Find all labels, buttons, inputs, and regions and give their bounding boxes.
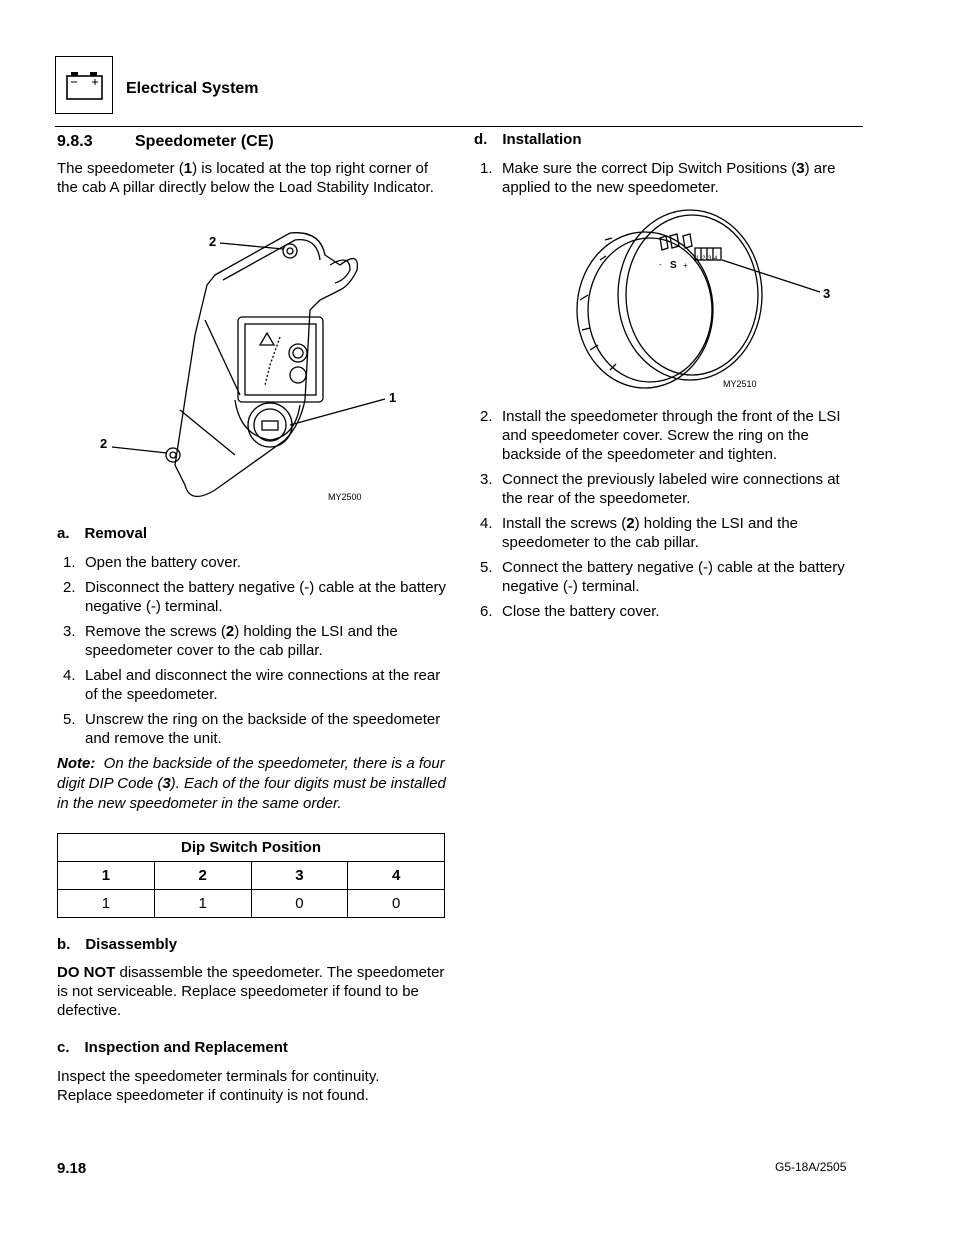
removal-steps: [57, 553, 449, 754]
battery-icon: [55, 56, 113, 114]
list-item: 3. Connect the previously labeled wire connections at the rear of the speedometer.: [480, 471, 840, 507]
callout-1: 1: [389, 390, 397, 405]
dip-switch-table: [57, 833, 445, 918]
table-header-row: 1 2 3 4: [58, 862, 445, 890]
figure-code: MY2510: [723, 379, 757, 389]
switch-label-4: 4: [714, 256, 718, 262]
note-paragraph: Note: On the backside of the speedometer, there is a four digit DIP Code (3). Each of the four digits must be installed in the new speedometer in the same order.: [57, 755, 446, 812]
callout-3: 3: [823, 286, 831, 301]
removal-heading: a. Removal: [57, 525, 148, 542]
table-row: 1 1 0 0: [58, 890, 445, 918]
intro-paragraph: The speedometer (1) is located at the top right corner of the cab A pillar directly below the Load Stability Indicator.: [57, 160, 434, 196]
page-number: 9.18: [57, 1160, 87, 1177]
list-item: 2. Disconnect the battery negative (-) cable at the battery negative (-) terminal.: [63, 579, 447, 615]
list-item: 1. Open the battery cover.: [63, 554, 241, 571]
inspection-heading: c. Inspection and Replacement: [57, 1039, 288, 1056]
callout-2-top: 2: [209, 234, 217, 249]
list-item: 2. Install the speedometer through the front of the LSI and speedometer cover. Screw the ring on the backside of the speedometer and tighten.: [480, 408, 841, 463]
list-item: 4. Label and disconnect the wire connections at the rear of the speedometer.: [63, 667, 441, 703]
installation-heading: d. Installation: [474, 131, 582, 148]
list-item: 4. Install the screws (2) holding the LSI and the speedometer to the cab pillar.: [480, 515, 799, 551]
installation-steps-a: [474, 159, 862, 203]
list-item: 1. Make sure the correct Dip Switch Positions (3) are applied to the new speedometer.: [480, 160, 836, 196]
list-item: 6. Close the battery cover.: [480, 603, 660, 620]
inspection-paragraph: Inspect the speedometer terminals for continuity. Replace speedometer if continuity is not found.: [57, 1068, 380, 1104]
header-rule: [55, 126, 863, 127]
list-item: 3. Remove the screws (2) holding the LSI and the speedometer cover to the cab pillar.: [63, 623, 398, 659]
figure-cab-pillar: [95, 225, 405, 510]
section-title: Speedometer (CE): [135, 133, 274, 150]
table-title: Dip Switch Position: [58, 834, 445, 862]
installation-steps-b: [474, 407, 862, 627]
switch-label-minus: -: [659, 260, 662, 269]
disassembly-paragraph: DO NOT disassemble the speedometer. The speedometer is not serviceable. Replace speedometer if found to be defective.: [57, 964, 445, 1019]
disassembly-heading: b. Disassembly: [57, 936, 178, 953]
switch-label-plus: +: [683, 261, 688, 270]
figure-speedometer-back: [570, 200, 840, 400]
switch-label-s: S: [670, 260, 677, 271]
switch-label-2: 2: [702, 256, 706, 262]
figure-code: MY2500: [328, 492, 362, 502]
document-code: G5-18A/2505: [775, 1160, 847, 1174]
switch-label-1: 1: [696, 256, 700, 262]
list-item: 5. Unscrew the ring on the backside of the speedometer and remove the unit.: [63, 711, 441, 747]
header-title: Electrical System: [126, 80, 259, 97]
list-item: 5. Connect the battery negative (-) cable at the battery negative (-) terminal.: [480, 559, 845, 595]
section-number: 9.8.3: [57, 133, 93, 150]
callout-2-bottom: 2: [100, 436, 108, 451]
switch-label-3: 3: [708, 256, 712, 262]
